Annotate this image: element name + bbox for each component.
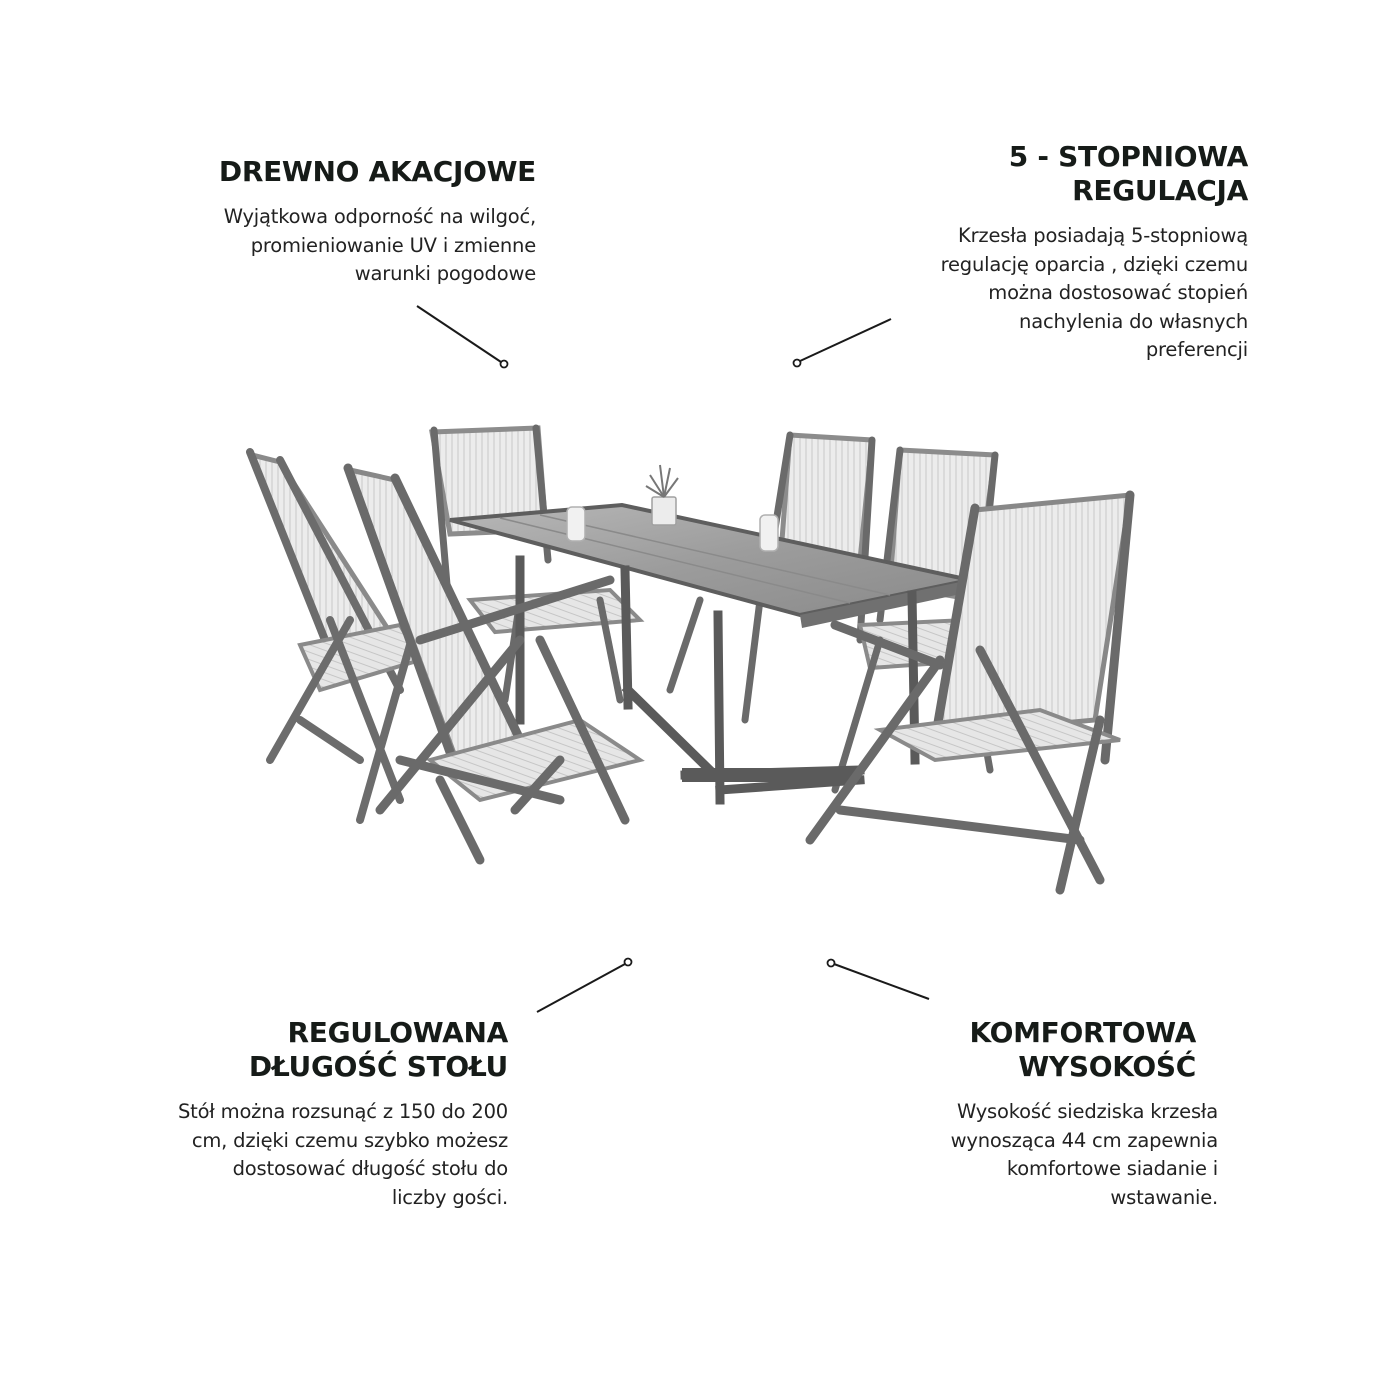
callout-dot-icon (828, 960, 835, 967)
feature-description: Stół można rozsunąć z 150 do 200 cm, dzięki czemu szybko możesz dostosować długość stołu do liczby gości. (177, 1100, 508, 1209)
feature-description: Wyjątkowa odporność na wilgoć, promieniowanie UV i zmienne warunki pogodowe (223, 205, 536, 285)
feature-table-length (178, 1016, 508, 1212)
callout-line-table-length (537, 964, 625, 1012)
callout-line-acacia (417, 306, 501, 362)
feature-acacia-wood (219, 155, 536, 289)
callout-dot-icon (625, 959, 632, 966)
feature-title: KOMFORTOWA WYSOKOŚĆ (969, 1016, 1196, 1083)
callout-dot-icon (501, 361, 508, 368)
feature-description: Krzesła posiadają 5-stopniową regulację oparcia , dzięki czemu można dostosować stopień nachylenia do własnych preferencji (940, 224, 1248, 361)
feature-description: Wysokość siedziska krzesła wynosząca 44 cm zapewnia komfortowe siadanie i wstawanie. (950, 1100, 1218, 1209)
callout-dot-icon (794, 360, 801, 367)
feature-backrest-adjustment (941, 140, 1248, 365)
callout-line-seat-height (834, 964, 929, 999)
feature-seat-height (950, 1016, 1218, 1212)
feature-title: 5 - STOPNIOWA REGULACJA (1008, 140, 1248, 207)
callout-line-adjustment (800, 319, 891, 361)
feature-title: DREWNO AKACJOWE (218, 155, 536, 188)
feature-title: REGULOWANA DŁUGOŚĆ STOŁU (248, 1016, 508, 1083)
